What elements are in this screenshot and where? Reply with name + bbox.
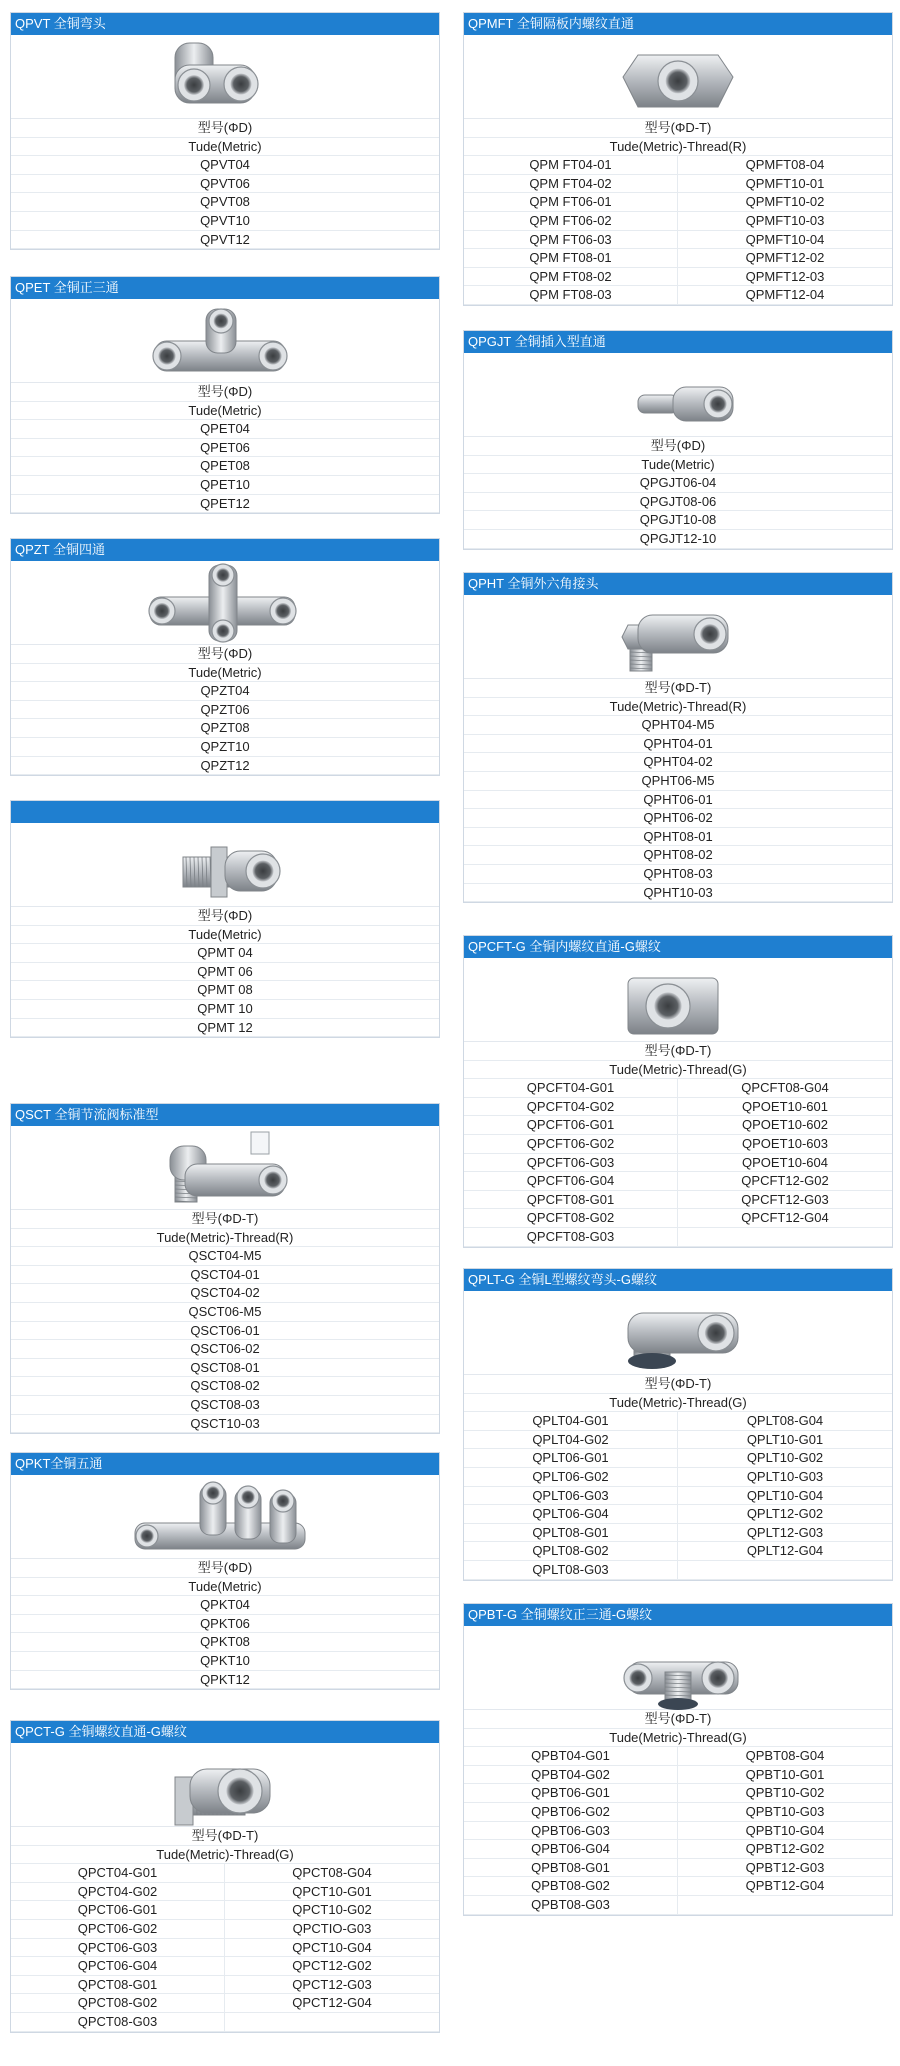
model-number: QPGJT06-04: [464, 474, 892, 493]
model-number: QPLT10-G02: [678, 1449, 892, 1468]
section-title: QPMFT 全铜隔板内螺纹直通: [464, 13, 892, 35]
model-number: QPCFT06-G03: [464, 1154, 678, 1173]
product-section: [10, 1103, 440, 1434]
section-title: QPZT 全铜四通: [11, 539, 439, 561]
model-number: [225, 2013, 439, 2032]
model-number: QPKT12: [11, 1671, 439, 1690]
model-number: QPCT06-G04: [11, 1957, 225, 1976]
model-number: QPKT06: [11, 1615, 439, 1634]
model-number: QPET10: [11, 476, 439, 495]
hex-elbow-fitting-icon: [464, 595, 892, 679]
product-section: [10, 1720, 440, 2033]
model-number: QSCT04-M5: [11, 1247, 439, 1266]
model-number: QPLT10-G03: [678, 1468, 892, 1487]
model-number: QPLT06-G02: [464, 1468, 678, 1487]
model-number: QPCT12-G02: [225, 1957, 439, 1976]
model-number: QPHT06-01: [464, 791, 892, 810]
model-number: QPM FT08-01: [464, 249, 678, 268]
model-number: QPBT04-G01: [464, 1747, 678, 1766]
product-section: [463, 12, 893, 306]
model-number: QPHT10-03: [464, 884, 892, 903]
tube-spec-label: Tude(Metric)-Thread(R): [464, 138, 892, 157]
tube-spec-label: Tude(Metric)-Thread(G): [464, 1394, 892, 1413]
model-number: QPCT12-G04: [225, 1994, 439, 2013]
section-title: QPET 全铜正三通: [11, 277, 439, 299]
model-number: QPMFT10-02: [678, 193, 892, 212]
model-number: QPZT06: [11, 701, 439, 720]
product-section: [10, 276, 440, 514]
model-number: QPHT04-01: [464, 735, 892, 754]
model-spec-label: 型号(ΦD): [11, 907, 439, 926]
model-number: QPMFT08-04: [678, 156, 892, 175]
model-number: QPCT06-G01: [11, 1901, 225, 1920]
model-number: QPCFT06-G04: [464, 1172, 678, 1191]
model-number: QPCT06-G02: [11, 1920, 225, 1939]
section-title: QPHT 全铜外六角接头: [464, 573, 892, 595]
model-number: QPLT12-G03: [678, 1524, 892, 1543]
model-number: QPET08: [11, 457, 439, 476]
tube-spec-label: Tude(Metric): [11, 926, 439, 945]
tube-spec-label: Tude(Metric): [11, 664, 439, 683]
straight-thread-fitting-icon: [11, 1743, 439, 1827]
model-spec-label: 型号(ΦD): [11, 1559, 439, 1578]
five-way-fitting-icon: [11, 1475, 439, 1559]
model-number: QPBT06-G04: [464, 1840, 678, 1859]
model-number: QPKT04: [11, 1596, 439, 1615]
model-number: QPLT06-G03: [464, 1487, 678, 1506]
section-title: QPBT-G 全铜螺纹正三通-G螺纹: [464, 1604, 892, 1626]
model-number: QPCFT04-G01: [464, 1079, 678, 1098]
model-number: QPBT12-G03: [678, 1859, 892, 1878]
product-section: [10, 1452, 440, 1690]
tube-spec-label: Tude(Metric): [11, 1578, 439, 1597]
model-number: QPMT 10: [11, 1000, 439, 1019]
model-number: QPM FT04-02: [464, 175, 678, 194]
model-number: QPHT04-M5: [464, 716, 892, 735]
model-number: QPM FT08-03: [464, 286, 678, 305]
model-number: QSCT04-01: [11, 1266, 439, 1285]
model-number: QPLT08-G01: [464, 1524, 678, 1543]
model-number: QPVT12: [11, 231, 439, 250]
section-title: QPVT 全铜弯头: [11, 13, 439, 35]
model-number: QPLT06-G04: [464, 1505, 678, 1524]
model-number: QPLT10-G01: [678, 1431, 892, 1450]
model-number-table: [464, 1079, 892, 1246]
model-number: QPBT06-G03: [464, 1822, 678, 1841]
model-number: QPGJT10-08: [464, 511, 892, 530]
product-section: [463, 1603, 893, 1916]
model-number: QPBT08-G02: [464, 1877, 678, 1896]
flow-control-valve-icon: [11, 1126, 439, 1210]
product-section: [463, 572, 893, 903]
model-number: QPM FT06-01: [464, 193, 678, 212]
model-spec-label: 型号(ΦD): [11, 645, 439, 664]
model-number: QPCT04-G02: [11, 1883, 225, 1902]
model-number: QPBT10-G03: [678, 1803, 892, 1822]
model-number: QPCT10-G01: [225, 1883, 439, 1902]
model-number: QPMFT12-04: [678, 286, 892, 305]
model-number: QSCT08-01: [11, 1359, 439, 1378]
tube-spec-label: Tude(Metric): [11, 402, 439, 421]
model-number: QPVT04: [11, 156, 439, 175]
tube-spec-label: Tude(Metric)-Thread(R): [11, 1229, 439, 1248]
model-number: QPCFT06-G01: [464, 1116, 678, 1135]
model-spec-label: 型号(ΦD-T): [464, 1375, 892, 1394]
product-section: [10, 538, 440, 776]
model-number: QSCT06-02: [11, 1340, 439, 1359]
model-number: QPCT12-G03: [225, 1976, 439, 1995]
model-number-table: [464, 156, 892, 305]
model-number: QPCFT12-G04: [678, 1209, 892, 1228]
model-number: QPCTIO-G03: [225, 1920, 439, 1939]
model-number: QPMFT12-03: [678, 268, 892, 287]
product-section: [463, 1268, 893, 1581]
model-spec-label: 型号(ΦD): [11, 383, 439, 402]
model-number: QPBT08-G04: [678, 1747, 892, 1766]
model-number: QPBT06-G02: [464, 1803, 678, 1822]
model-number: QPMFT10-03: [678, 212, 892, 231]
model-number: QPOET10-602: [678, 1116, 892, 1135]
model-number: QPLT08-G03: [464, 1561, 678, 1580]
plug-in-fitting-icon: [464, 353, 892, 437]
tee-fitting-icon: [11, 299, 439, 383]
tube-spec-label: Tude(Metric): [11, 138, 439, 157]
model-number: QPOET10-604: [678, 1154, 892, 1173]
model-number: QPGJT08-06: [464, 493, 892, 512]
model-number: QPCFT08-G03: [464, 1228, 678, 1247]
model-number: QPCT08-G03: [11, 2013, 225, 2032]
model-number: QSCT06-M5: [11, 1303, 439, 1322]
model-number: QSCT04-02: [11, 1284, 439, 1303]
model-number: QPMFT12-02: [678, 249, 892, 268]
model-spec-label: 型号(ΦD-T): [464, 1042, 892, 1061]
model-spec-label: 型号(ΦD-T): [464, 119, 892, 138]
tube-spec-label: Tude(Metric)-Thread(G): [464, 1061, 892, 1080]
model-number: QPVT08: [11, 193, 439, 212]
model-spec-label: 型号(ΦD-T): [11, 1210, 439, 1229]
model-number: QPHT08-02: [464, 846, 892, 865]
section-title: QPKT全铜五通: [11, 1453, 439, 1475]
model-number: QPKT08: [11, 1633, 439, 1652]
model-number: QPMT 06: [11, 963, 439, 982]
product-section: [463, 330, 893, 550]
model-spec-label: 型号(ΦD-T): [11, 1827, 439, 1846]
model-number: QPET04: [11, 420, 439, 439]
l-elbow-thread-fitting-icon: [464, 1291, 892, 1375]
model-number: QPMT 08: [11, 981, 439, 1000]
model-number: QPHT04-02: [464, 753, 892, 772]
female-straight-fitting-icon: [464, 958, 892, 1042]
model-number-table: [11, 1864, 439, 2031]
model-number: QPMFT10-01: [678, 175, 892, 194]
section-title: [11, 801, 439, 823]
model-number: QPCT10-G02: [225, 1901, 439, 1920]
model-number: QSCT08-02: [11, 1377, 439, 1396]
model-number: QPMT 12: [11, 1019, 439, 1038]
model-number: QPLT12-G04: [678, 1542, 892, 1561]
model-number: QPCFT08-G04: [678, 1079, 892, 1098]
section-title: QPLT-G 全铜L型螺纹弯头-G螺纹: [464, 1269, 892, 1291]
model-number-table: [464, 1747, 892, 1914]
section-title: QPCFT-G 全铜内螺纹直通-G螺纹: [464, 936, 892, 958]
model-spec-label: 型号(ΦD): [464, 437, 892, 456]
model-number: [678, 1896, 892, 1915]
tube-spec-label: Tude(Metric): [464, 456, 892, 475]
model-spec-label: 型号(ΦD): [11, 119, 439, 138]
model-number: QPCFT06-G02: [464, 1135, 678, 1154]
model-number: QPET06: [11, 439, 439, 458]
section-title: QPGJT 全铜插入型直通: [464, 331, 892, 353]
cross-fitting-icon: [11, 561, 439, 645]
model-number: QPVT10: [11, 212, 439, 231]
model-number: QPBT12-G04: [678, 1877, 892, 1896]
model-number: QPCFT12-G03: [678, 1191, 892, 1210]
model-number: QPBT06-G01: [464, 1784, 678, 1803]
model-number: QPLT04-G01: [464, 1412, 678, 1431]
model-number: QPGJT12-10: [464, 530, 892, 549]
model-number: QPLT04-G02: [464, 1431, 678, 1450]
model-number: QPBT10-G04: [678, 1822, 892, 1841]
model-number: QPBT10-G02: [678, 1784, 892, 1803]
model-number: QPZT12: [11, 757, 439, 776]
model-number: QSCT06-01: [11, 1322, 439, 1341]
model-number: QPM FT06-02: [464, 212, 678, 231]
model-number: QPLT08-G04: [678, 1412, 892, 1431]
model-number: QPLT10-G04: [678, 1487, 892, 1506]
model-number: QSCT10-03: [11, 1415, 439, 1434]
product-section: [463, 935, 893, 1248]
model-number: QPZT10: [11, 738, 439, 757]
model-number: QPBT08-G01: [464, 1859, 678, 1878]
model-number: QPBT12-G02: [678, 1840, 892, 1859]
model-number: QPLT06-G01: [464, 1449, 678, 1468]
model-number: QPOET10-603: [678, 1135, 892, 1154]
model-number: QPZT04: [11, 682, 439, 701]
tube-spec-label: Tude(Metric)-Thread(G): [464, 1729, 892, 1748]
model-number: QPOET10-601: [678, 1098, 892, 1117]
model-number: QPMFT10-04: [678, 231, 892, 250]
model-number: QPCT04-G01: [11, 1864, 225, 1883]
model-number: QPCFT08-G02: [464, 1209, 678, 1228]
model-number: QSCT08-03: [11, 1396, 439, 1415]
model-number: QPM FT04-01: [464, 156, 678, 175]
model-number: QPBT04-G02: [464, 1766, 678, 1785]
model-number: [678, 1228, 892, 1247]
model-number: QPCT08-G04: [225, 1864, 439, 1883]
model-number: QPVT06: [11, 175, 439, 194]
model-number: QPLT08-G02: [464, 1542, 678, 1561]
model-number: QPM FT08-02: [464, 268, 678, 287]
model-number: QPCFT12-G02: [678, 1172, 892, 1191]
model-spec-label: 型号(ΦD-T): [464, 1710, 892, 1729]
model-number: QPBT08-G03: [464, 1896, 678, 1915]
bulkhead-female-fitting-icon: [464, 35, 892, 119]
model-number: QPLT12-G02: [678, 1505, 892, 1524]
model-spec-label: 型号(ΦD-T): [464, 679, 892, 698]
model-number: QPCT10-G04: [225, 1939, 439, 1958]
model-number-table: [464, 1412, 892, 1579]
model-number: QPMT 04: [11, 944, 439, 963]
product-section: [10, 12, 440, 250]
model-number: QPCT08-G01: [11, 1976, 225, 1995]
tube-spec-label: Tude(Metric)-Thread(G): [11, 1846, 439, 1865]
model-number: QPCT06-G03: [11, 1939, 225, 1958]
model-number: QPHT08-03: [464, 865, 892, 884]
bulkhead-fitting-icon: [11, 823, 439, 907]
section-title: QSCT 全铜节流阀标准型: [11, 1104, 439, 1126]
model-number: QPHT08-01: [464, 828, 892, 847]
model-number: QPBT10-G01: [678, 1766, 892, 1785]
model-number: QPCFT04-G02: [464, 1098, 678, 1117]
model-number: QPCFT08-G01: [464, 1191, 678, 1210]
product-section: [10, 800, 440, 1038]
tube-spec-label: Tude(Metric)-Thread(R): [464, 698, 892, 717]
model-number: QPKT10: [11, 1652, 439, 1671]
model-number: QPZT08: [11, 719, 439, 738]
model-number: QPET12: [11, 495, 439, 514]
model-number: QPM FT06-03: [464, 231, 678, 250]
model-number: QPCT08-G02: [11, 1994, 225, 2013]
tee-thread-fitting-icon: [464, 1626, 892, 1710]
section-title: QPCT-G 全铜螺纹直通-G螺纹: [11, 1721, 439, 1743]
elbow-fitting-icon: [11, 35, 439, 119]
model-number: QPHT06-M5: [464, 772, 892, 791]
model-number: QPHT06-02: [464, 809, 892, 828]
model-number: [678, 1561, 892, 1580]
